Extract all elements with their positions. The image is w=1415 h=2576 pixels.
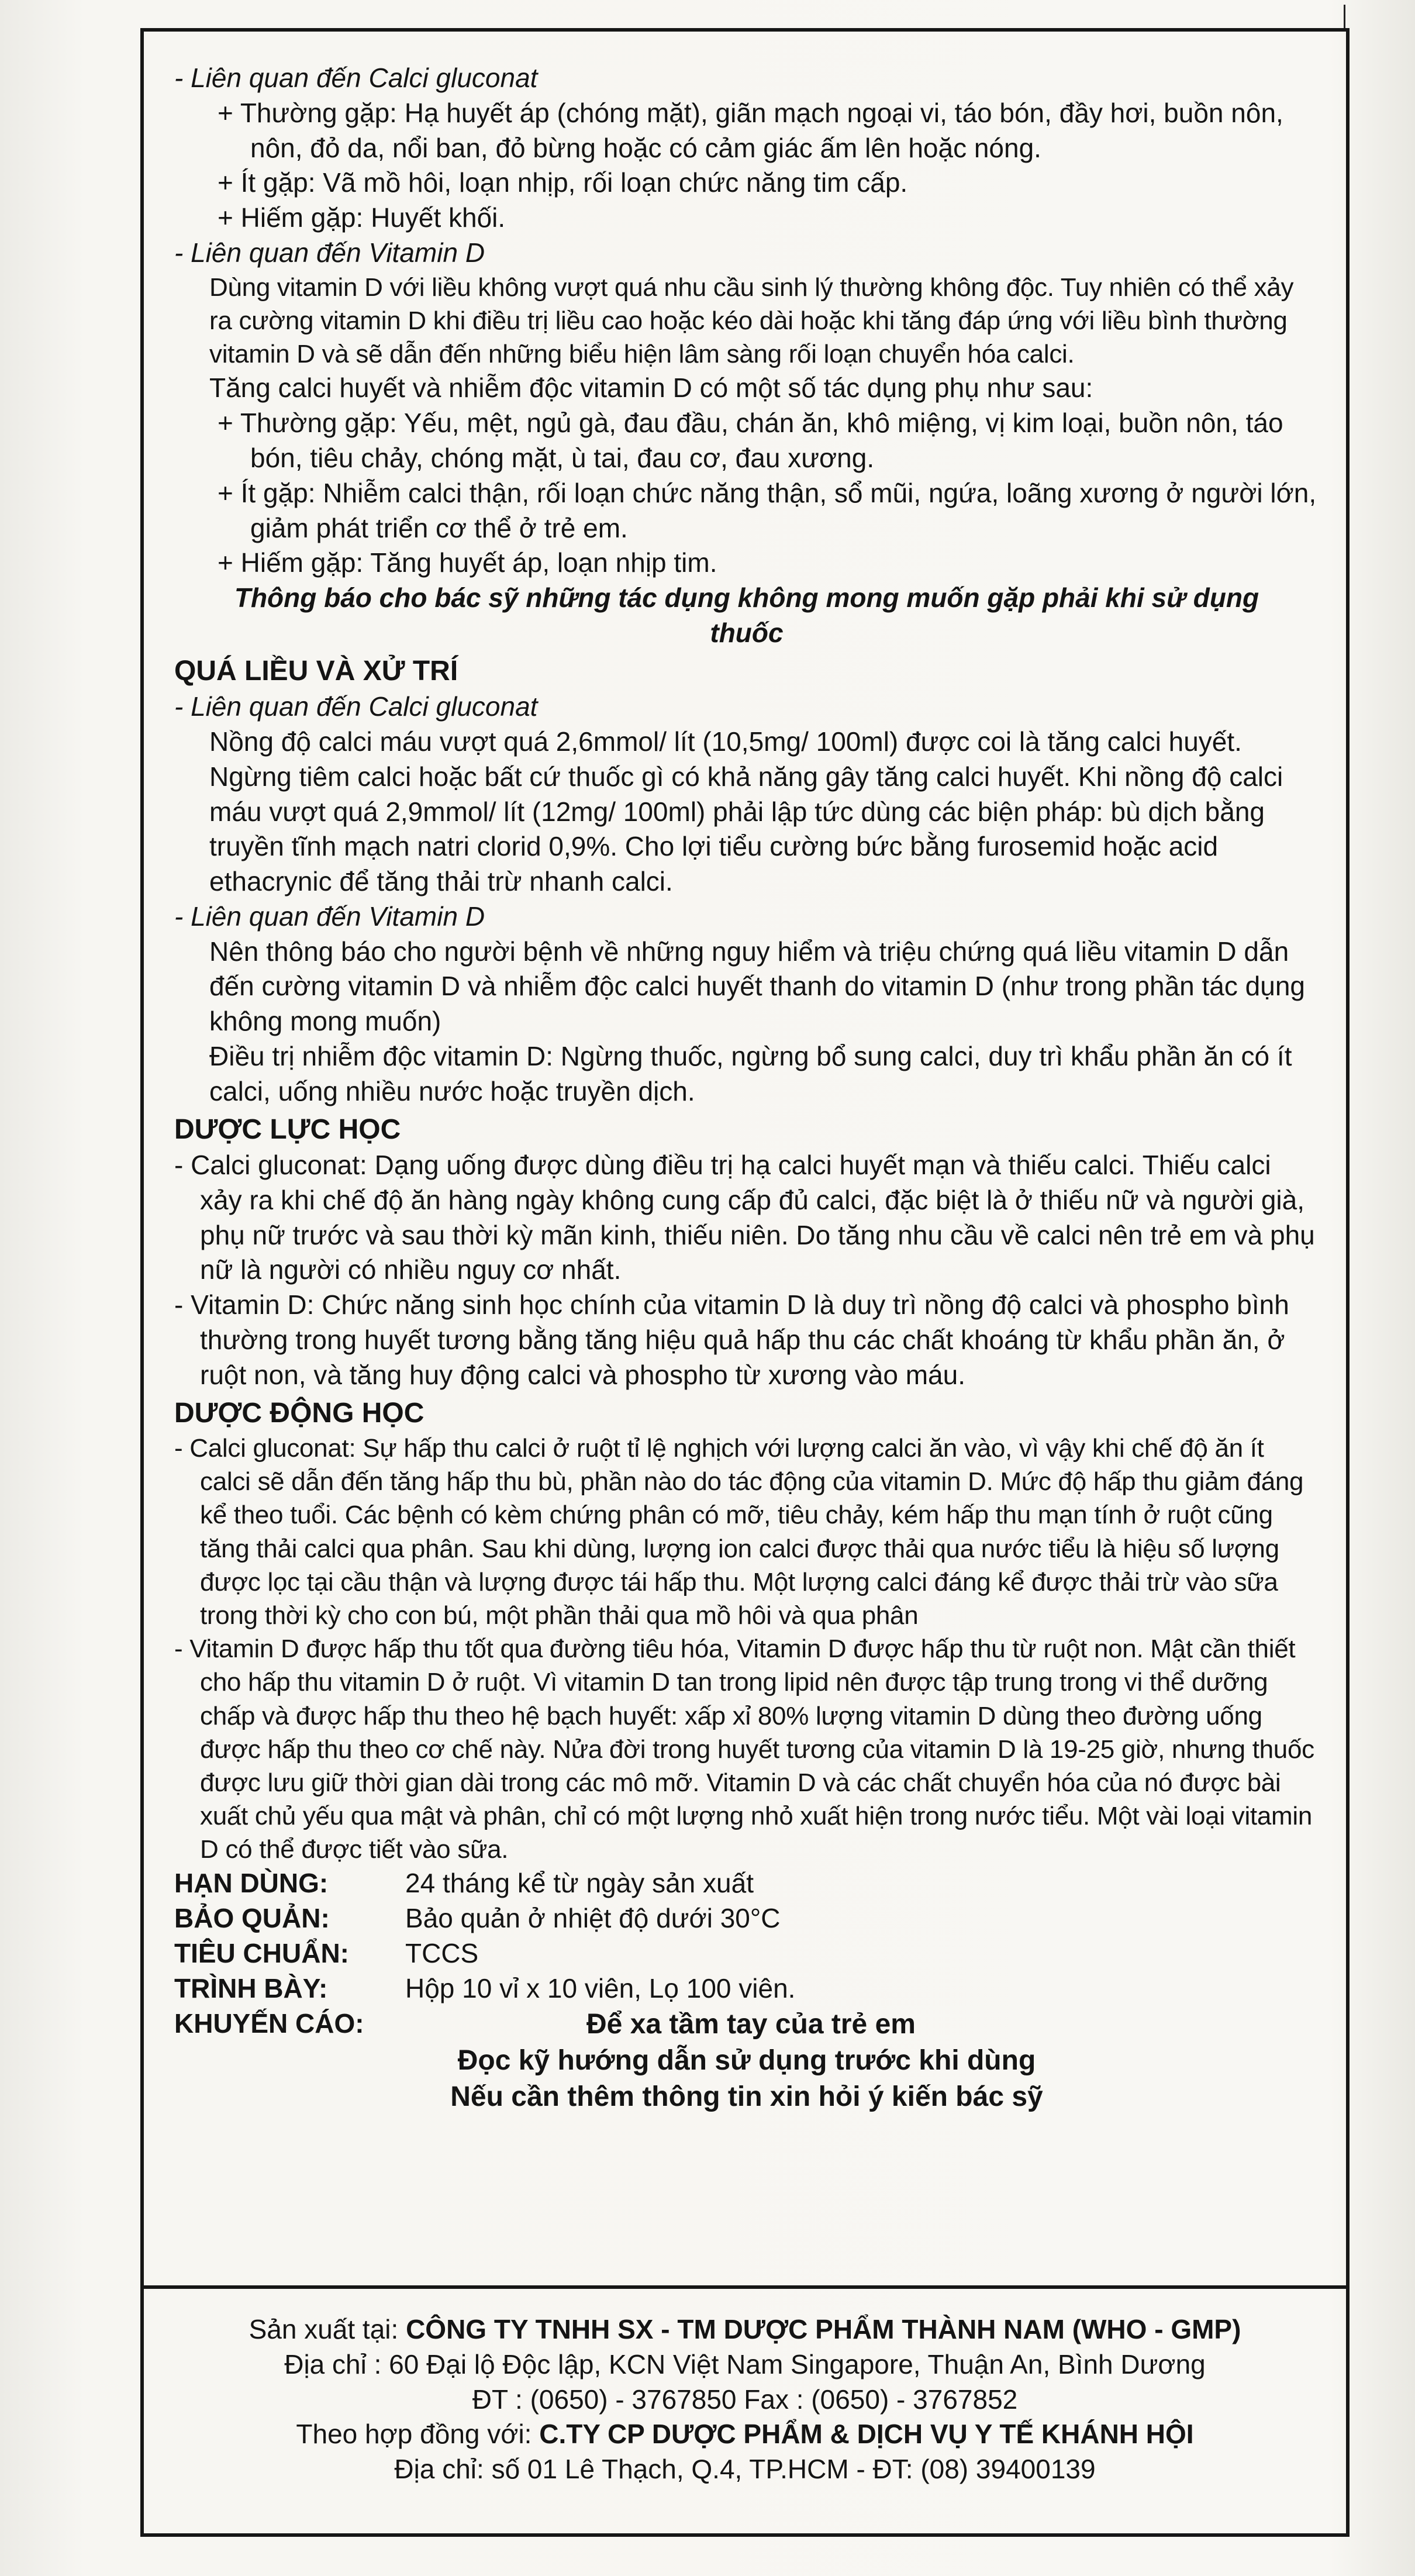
- manufacturer-block: [144, 2289, 1346, 2533]
- standard-value: TCCS: [405, 1938, 479, 1969]
- packaging-value: Hộp 10 vỉ x 10 viên, Lọ 100 viên.: [405, 1972, 796, 2003]
- storage-label: BẢO QUẢN:: [174, 1903, 330, 1934]
- fold-mark: [1344, 5, 1345, 30]
- overdose-calci-heading: - Liên quan đến Calci gluconat: [174, 691, 538, 722]
- overdose-vitd-treatment: Điều trị nhiễm độc vitamin D: Ngừng thuốc, ngừng bổ sung calci, duy trì khẩu phần ăn có ít calci, uống nhiều nước hoặc truyền dịch.: [209, 1041, 1292, 1106]
- pharmacodynamics-calci: - Calci gluconat: Dạng uống được dùng điều trị hạ calci huyết mạn và thiếu calci. Thiếu calci xảy ra khi chế độ ăn hàng ngày không cung cấp đủ calci, đặc biệt là ở thiếu nữ và người già, phụ nữ trước và sau thời kỳ mãn kinh, thiếu niên. Do tăng nhu cầu về calci nên trẻ em và phụ nữ là người có nhiều nguy cơ nhất.: [174, 1150, 1315, 1285]
- adverse-notice: Thông báo cho bác sỹ những tác dụng không mong muốn gặp phải khi sử dụng thuốc: [234, 582, 1259, 648]
- overdose-calci-text: Nồng độ calci máu vượt quá 2,6mmol/ lít (10,5mg/ 100ml) được coi là tăng calci huyết. Ngừng tiêm calci hoặc bất cứ thuốc gì có khả năng gây tăng calci huyết. Khi nồng độ calci máu vượt quá 2,9mmol/ lít (12mg/ 100ml) phải lập tức dùng các biện pháp: bù dịch bằng truyền tĩnh mạch natri clorid 0,9%. Cho lợi tiểu cường bức bằng furosemid hoặc acid ethacrynic để tăng thải trừ nhanh calci.: [209, 726, 1283, 897]
- warning-ask-doctor: Nếu cần thêm thông tin xin hỏi ý kiến bác sỹ: [450, 2081, 1043, 2113]
- storage-row: [174, 1901, 1319, 1936]
- standard-row: [174, 1936, 1319, 1971]
- manufacturer-phone: ĐT : (0650) - 3767850 Fax : (0650) - 3767852: [472, 2384, 1018, 2415]
- pharmacokinetics-title: DƯỢC ĐỘNG HỌC: [174, 1397, 424, 1429]
- shelf-life-row: [174, 1866, 1319, 1901]
- made-at-label: Sản xuất tại:: [249, 2314, 399, 2344]
- overdose-vitd-text: Nên thông báo cho người bệnh về những nguy hiểm và triệu chứng quá liều vitamin D dẫn đến cường vitamin D và nhiễm độc calci huyết thanh do vitamin D (như trong phần tác dụng không mong muốn): [209, 936, 1306, 1037]
- adverse-vitd-rare: + Hiếm gặp: Tăng huyết áp, loạn nhịp tim.: [218, 547, 717, 578]
- adverse-vitd-common: + Thường gặp: Yếu, mệt, ngủ gà, đau đầu, chán ăn, khô miệng, vị kim loại, buồn nôn, táo bón, tiêu chảy, chóng mặt, ù tai, đau cơ, đau xương.: [218, 408, 1283, 473]
- adverse-vitd-intro-2: Tăng calci huyết và nhiễm độc vitamin D có một số tác dụng phụ như sau:: [209, 373, 1093, 404]
- contract-label: Theo hợp đồng với:: [296, 2419, 532, 2450]
- adverse-calci-common: + Thường gặp: Hạ huyết áp (chóng mặt), giãn mạch ngoại vi, táo bón, đầy hơi, buồn nôn, nôn, đỏ da, nổi ban, đỏ bừng hoặc có cảm giác ấm lên hoặc nóng.: [218, 97, 1283, 163]
- leaflet-body: [144, 32, 1346, 2289]
- manufacturer-address: Địa chỉ : 60 Đại lộ Độc lập, KCN Việt Nam Singapore, Thuận An, Bình Dương: [284, 2349, 1206, 2380]
- contract-company: C.TY CP DƯỢC PHẨM & DỊCH VỤ Y TẾ KHÁNH HỘI: [539, 2419, 1194, 2450]
- adverse-calci-uncommon: + Ít gặp: Vã mồ hôi, loạn nhịp, rối loạn chức năng tim cấp.: [218, 167, 908, 198]
- packaging-label: TRÌNH BÀY:: [174, 1972, 328, 2003]
- adverse-vitd-uncommon: + Ít gặp: Nhiễm calci thận, rối loạn chức năng thận, sổ mũi, ngứa, loãng xương ở người lớn, giảm phát triển cơ thể ở trẻ em.: [218, 477, 1317, 543]
- adverse-vitd-heading: - Liên quan đến Vitamin D: [174, 237, 485, 268]
- warning-children: Để xa tầm tay của trẻ em: [586, 2008, 916, 2040]
- shelf-life-value: 24 tháng kể từ ngày sản xuất: [405, 1868, 754, 1899]
- manufacturer-line: [144, 2312, 1346, 2347]
- overdose-title: QUÁ LIỀU VÀ XỬ TRÍ: [174, 655, 458, 687]
- standard-label: TIÊU CHUẨN:: [174, 1938, 349, 1969]
- adverse-vitd-intro: Dùng vitamin D với liều không vượt quá nhu cầu sinh lý thường không độc. Tuy nhiên có thể xảy ra cường vitamin D khi điều trị liều cao hoặc kéo dài hoặc khi tăng đáp ứng với liều bình thường vitamin D và sẽ dẫn đến những biểu hiện lâm sàng rối loạn chuyển hóa calci.: [209, 273, 1294, 369]
- pharmacokinetics-vitd: - Vitamin D được hấp thu tốt qua đường tiêu hóa, Vitamin D được hấp thu từ ruột non. Mật cần thiết cho hấp thu vitamin D ở ruột. Vì vitamin D tan trong lipid nên được tập trung trong vi thể dưỡng chấp và được hấp thu theo hệ bạch huyết: xấp xỉ 80% lượng vitamin D dùng theo đường uống được hấp thu theo cơ chế này. Nửa đời trong huyết tương của vitamin D là 19-25 giờ, nhưng thuốc được lưu giữ thời gian dài trong các mô mỡ. Vitamin D và các chất chuyển hóa của nó được bài xuất chủ yếu qua mật và phân, chỉ có một lượng nhỏ xuất hiện trong nước tiểu. Một vài loại vitamin D có thể được tiết vào sữa.: [174, 1634, 1314, 1864]
- made-at-company: CÔNG TY TNHH SX - TM DƯỢC PHẨM THÀNH NAM (WHO - GMP): [406, 2314, 1241, 2344]
- adverse-calci-rare: + Hiếm gặp: Huyết khối.: [218, 202, 506, 233]
- contract-address: Địa chỉ: số 01 Lê Thạch, Q.4, TP.HCM - ĐT: (08) 39400139: [394, 2454, 1096, 2485]
- storage-value: Bảo quản ở nhiệt độ dưới 30°C: [405, 1903, 781, 1934]
- adverse-calci-heading: - Liên quan đến Calci gluconat: [174, 63, 538, 93]
- contract-line: [144, 2417, 1346, 2452]
- warning-read-instructions: Đọc kỹ hướng dẫn sử dụng trước khi dùng: [457, 2045, 1036, 2077]
- packaging-row: [174, 1971, 1319, 2006]
- pharmacodynamics-vitd: - Vitamin D: Chức năng sinh học chính của vitamin D là duy trì nồng độ calci và phospho bình thường trong huyết tương bằng tăng hiệu quả hấp thu các chất khoáng từ khẩu phần ăn, ở ruột non, và tăng huy động calci và phospho từ xương vào máu.: [174, 1289, 1289, 1390]
- overdose-vitd-heading: - Liên quan đến Vitamin D: [174, 901, 485, 932]
- shelf-life-label: HẠN DÙNG:: [174, 1868, 329, 1899]
- leaflet-frame: [140, 28, 1350, 2537]
- pharmacodynamics-title: DƯỢC LỰC HỌC: [174, 1113, 401, 1145]
- pharmacokinetics-calci: - Calci gluconat: Sự hấp thu calci ở ruột tỉ lệ nghịch với lượng calci ăn vào, vì vậy khi chế độ ăn ít calci sẽ dẫn đến tăng hấp thu bù, phần nào do tác động của vitamin D. Mức độ hấp thu giảm đáng kể theo tuổi. Các bệnh có kèm chứng phân có mỡ, tiêu chảy, kém hấp thu mạn tính ở ruột cũng tăng thải calci qua phân. Sau khi dùng, lượng ion calci được thải qua nước tiểu là hiệu số lượng được lọc tại cầu thận và lượng được tái hấp thu. Một lượng calci đáng kể được thải trừ vào sữa trong thời kỳ cho con bú, một phần thải qua mồ hôi và qua phân: [174, 1434, 1304, 1630]
- warning-row: [174, 2006, 1319, 2043]
- warning-label: KHUYẾN CÁO:: [174, 2008, 364, 2039]
